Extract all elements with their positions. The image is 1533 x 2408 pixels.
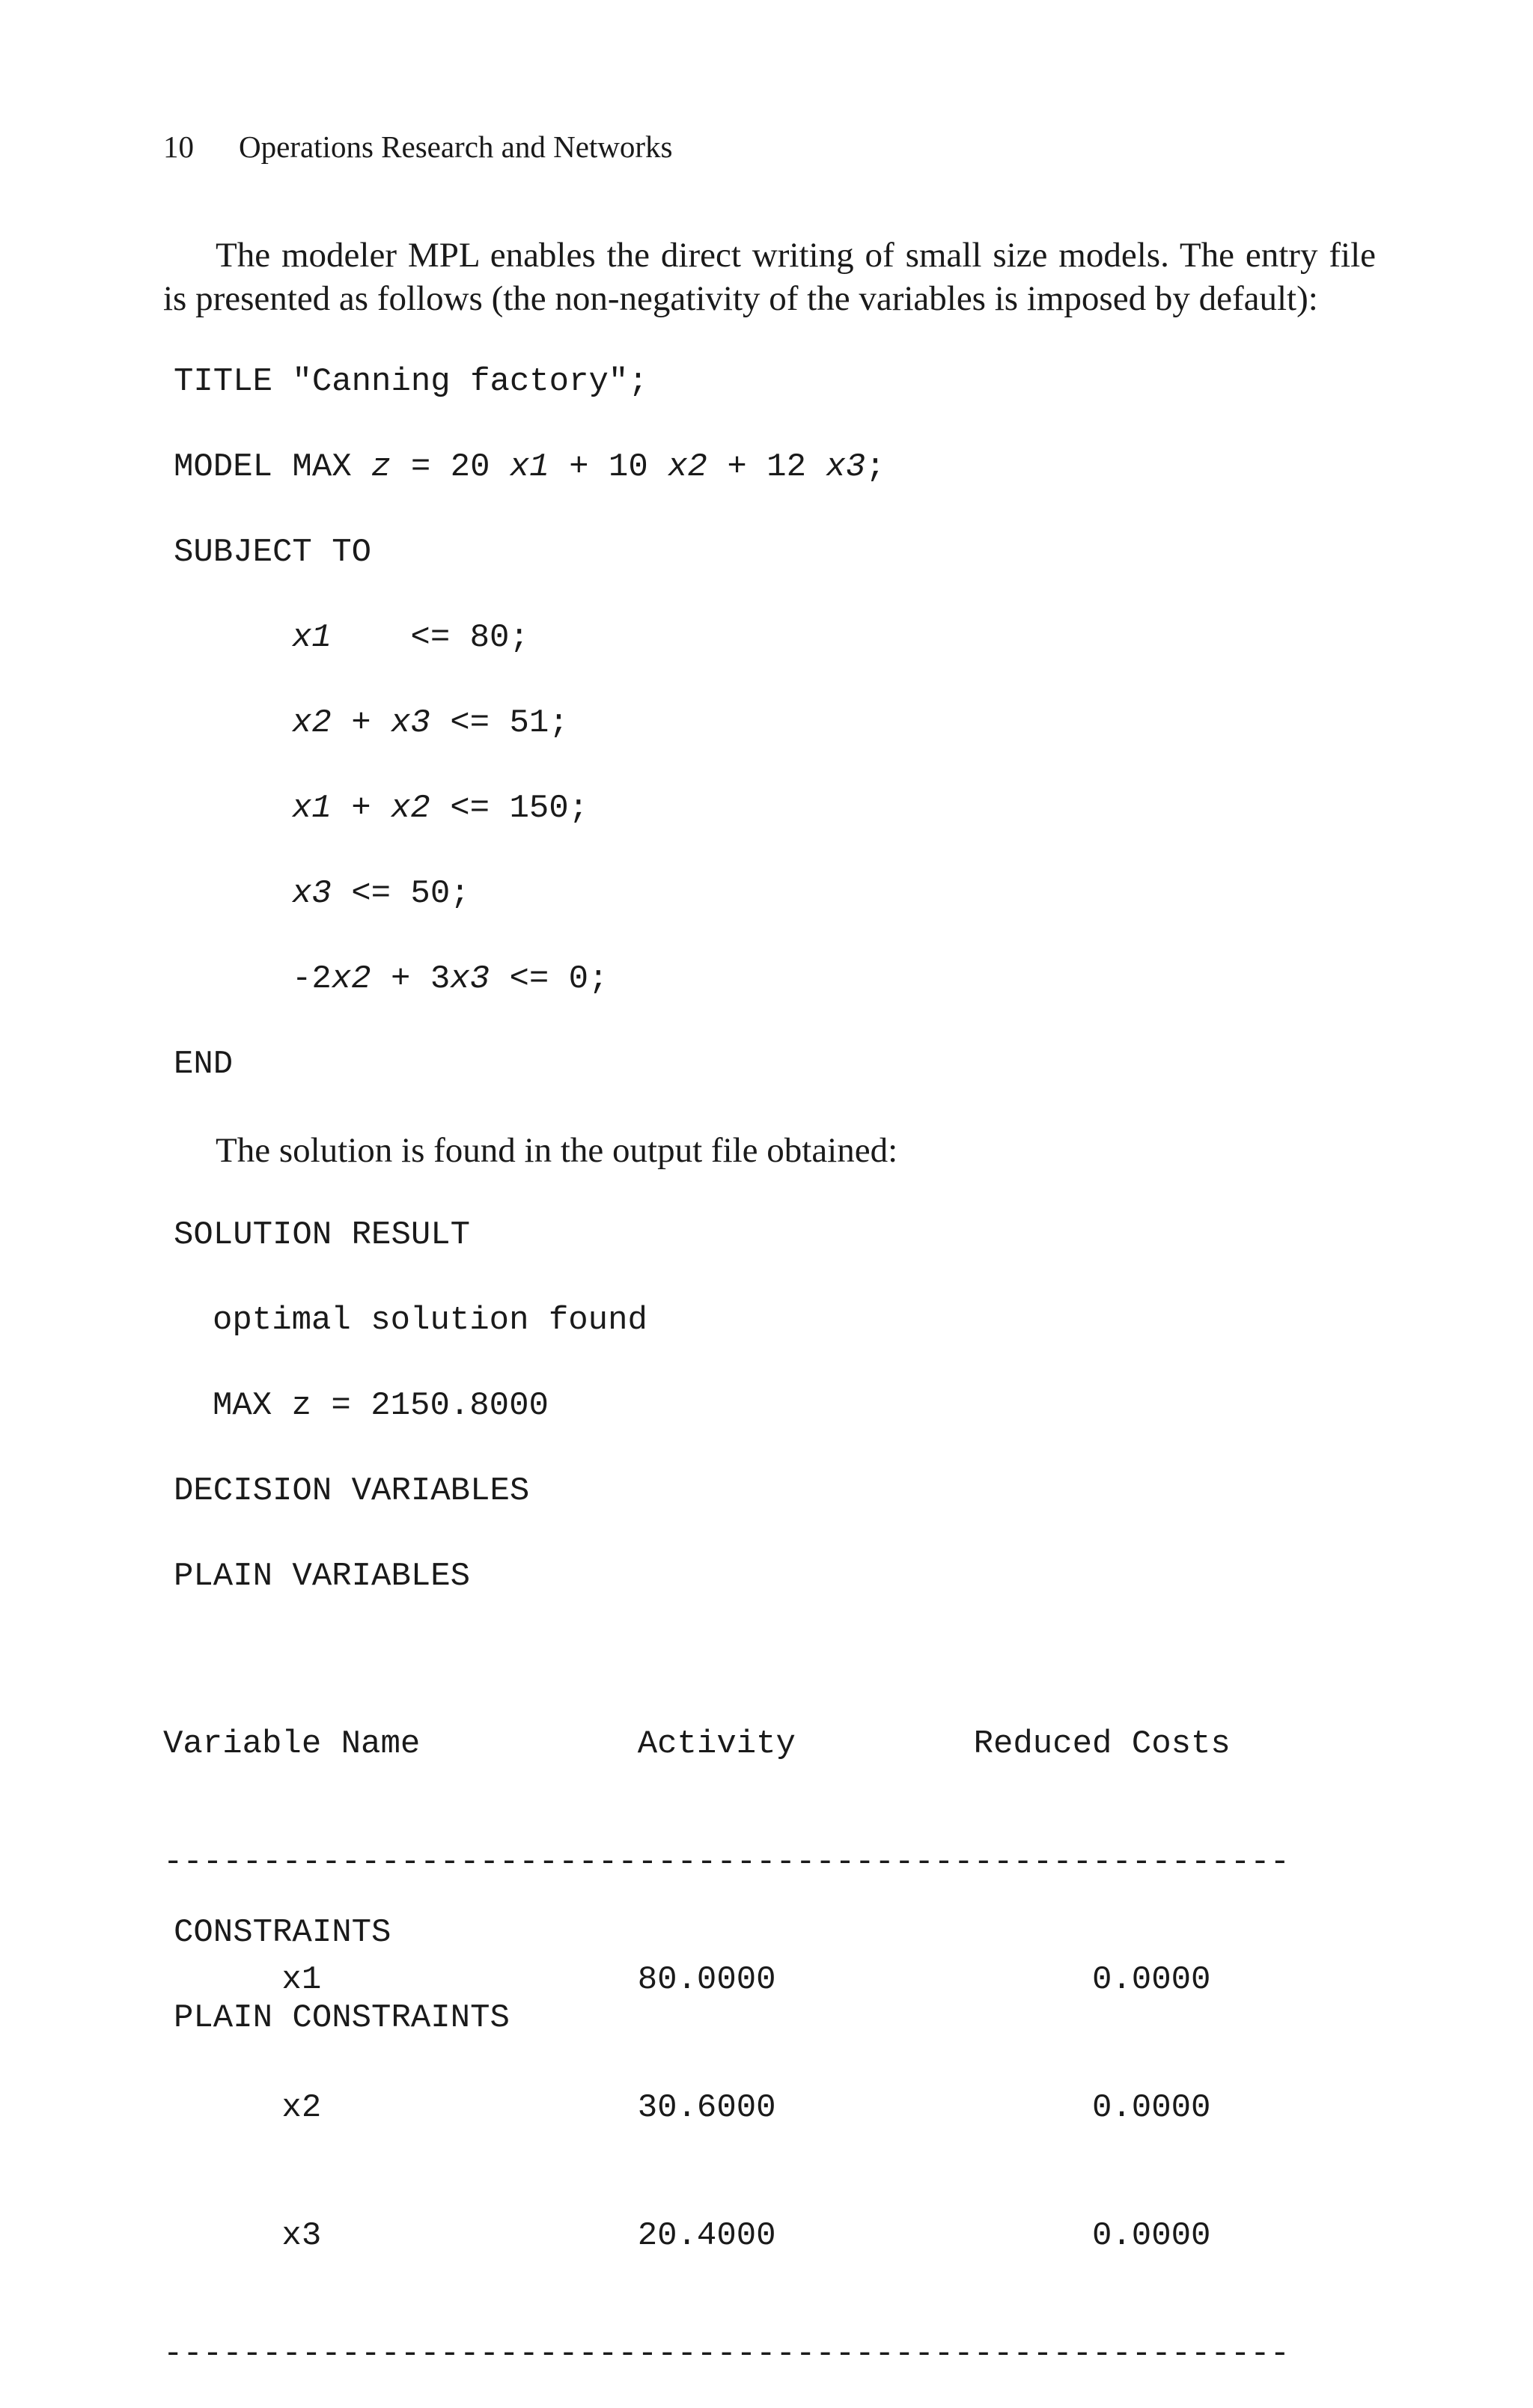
table-rule-top: --------------------------------------------------------- bbox=[163, 1844, 1290, 1881]
c4-var: x3 bbox=[292, 875, 332, 912]
c2-var-b: x3 bbox=[391, 704, 430, 742]
objective-variable-z: z bbox=[371, 448, 391, 486]
table-rule-bottom: --------------------------------------------------------- bbox=[163, 2335, 1290, 2373]
page-number: 10 bbox=[163, 129, 194, 164]
plain-constraints-line: PLAIN CONSTRAINTS bbox=[174, 1999, 510, 2037]
c5-coef-a: -2 bbox=[292, 960, 332, 998]
objective-prefix: MODEL MAX bbox=[174, 448, 372, 486]
c5-var-b: x3 bbox=[450, 960, 490, 998]
objective-plus-12: + 12 bbox=[707, 448, 826, 486]
model-objective-line bbox=[174, 448, 886, 486]
c2-plus: + bbox=[331, 704, 391, 742]
c4-rest: <= 50; bbox=[331, 875, 470, 912]
constraints-line: CONSTRAINTS bbox=[174, 1914, 391, 1951]
table-row: x2 30.6000 0.0000 bbox=[163, 2089, 1211, 2127]
constraint-5 bbox=[292, 960, 609, 998]
table-row: x3 20.4000 0.0000 bbox=[163, 2217, 1211, 2255]
table-header: Variable Name Activity Reduced Costs bbox=[163, 1725, 1231, 1763]
c3-var-a: x1 bbox=[292, 790, 332, 827]
subject-to-line: SUBJECT TO bbox=[174, 534, 372, 571]
objective-eq: = 20 bbox=[391, 448, 510, 486]
model-title-line: TITLE "Canning factory"; bbox=[174, 363, 648, 400]
c3-plus: + bbox=[331, 790, 391, 827]
model-end-line: END bbox=[174, 1046, 234, 1083]
table-row: x1 80.0000 0.0000 bbox=[163, 1961, 1211, 1999]
c5-rest: <= 0; bbox=[490, 960, 609, 998]
c3-rest: <= 150; bbox=[430, 790, 589, 827]
c2-var-a: x2 bbox=[292, 704, 332, 742]
constraint-4 bbox=[292, 877, 470, 910]
c3-var-b: x2 bbox=[391, 790, 430, 827]
solution-status-line: optimal solution found bbox=[213, 1302, 647, 1339]
c5-var-a: x2 bbox=[331, 960, 371, 998]
running-head bbox=[163, 129, 673, 165]
objective-var-x2: x2 bbox=[668, 448, 707, 486]
constraint-2 bbox=[292, 704, 569, 742]
c5-mid: + 3 bbox=[371, 960, 451, 998]
c1-rest: <= 80; bbox=[331, 619, 529, 656]
running-title: Operations Research and Networks bbox=[239, 129, 673, 164]
intro-paragraph: The modeler MPL enables the direct writing of small size models. The entry file is presented as follows (the non-negativity of the variables is imposed by default): bbox=[163, 236, 1376, 318]
objective-var-x3: x3 bbox=[826, 448, 866, 486]
objective-var-x1: x1 bbox=[509, 448, 549, 486]
decision-variables-line: DECISION VARIABLES bbox=[174, 1472, 530, 1510]
objective-end: ; bbox=[865, 448, 886, 486]
solution-result-line: SOLUTION RESULT bbox=[174, 1216, 471, 1254]
objective-value-line: MAX z = 2150.8000 bbox=[213, 1387, 549, 1424]
c1-var: x1 bbox=[292, 619, 332, 656]
c2-rest: <= 51; bbox=[430, 704, 569, 742]
constraint-3 bbox=[292, 792, 588, 825]
solution-paragraph: The solution is found in the output file obtained: bbox=[216, 1131, 898, 1170]
plain-variables-line: PLAIN VARIABLES bbox=[174, 1558, 471, 1595]
constraint-1 bbox=[292, 621, 529, 654]
objective-plus-10: + 10 bbox=[549, 448, 668, 486]
